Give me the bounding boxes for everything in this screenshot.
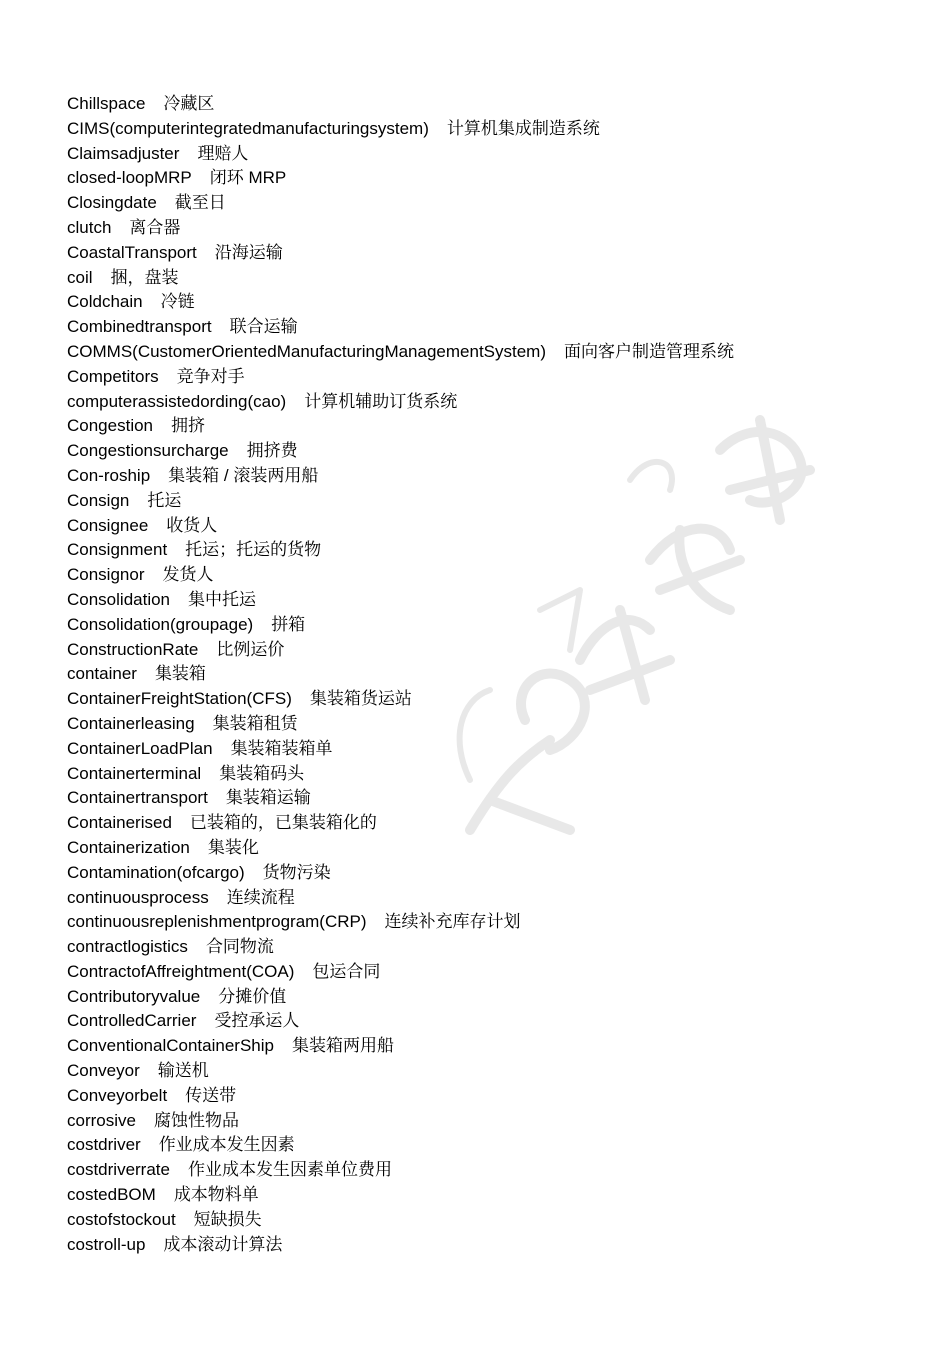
entry-definition: 集装箱两用船 — [291, 1036, 394, 1056]
entry-definition: 货物污染 — [262, 862, 331, 882]
entry-term: continuousprocess — [67, 887, 209, 907]
entry-term: costdriver — [67, 1135, 141, 1155]
entry-definition: 集装箱 — [154, 664, 206, 684]
entry-term: Conveyorbelt — [67, 1085, 168, 1105]
entry-term: Conveyor — [67, 1061, 140, 1081]
entry-term: Consignee — [67, 515, 149, 535]
entry-term: Consign — [67, 490, 130, 510]
glossary-entry — [67, 910, 734, 935]
glossary-entry — [67, 514, 734, 539]
entry-definition: 联合运输 — [229, 317, 298, 337]
entry-definition: 腐蚀性物品 — [153, 1110, 239, 1130]
entry-definition: 合同物流 — [205, 937, 274, 957]
glossary-entry — [67, 365, 734, 390]
entry-definition: 集装化 — [207, 837, 259, 857]
entry-definition: 集装箱码头 — [219, 763, 305, 783]
entry-definition: 集中托运 — [188, 589, 257, 609]
glossary-entry — [67, 985, 734, 1010]
glossary-entry — [67, 786, 734, 811]
entry-term: ContainerFreightStation(CFS) — [67, 689, 292, 709]
glossary-entry — [67, 588, 734, 613]
glossary-entry — [67, 662, 734, 687]
glossary-entry — [67, 538, 734, 563]
glossary-entry — [67, 638, 734, 663]
entry-term: Closingdate — [67, 193, 157, 213]
entry-definition: 传送带 — [185, 1085, 237, 1105]
entry-definition: 连续流程 — [226, 887, 295, 907]
entry-definition: 冷链 — [160, 292, 195, 312]
glossary-entry — [67, 762, 734, 787]
entry-term: Con-roship — [67, 465, 151, 485]
glossary-entry — [67, 1183, 734, 1208]
glossary-entry — [67, 737, 734, 762]
entry-term: corrosive — [67, 1110, 136, 1130]
entry-definition: 已装箱的，已集装箱化的 — [189, 813, 377, 833]
entry-definition: 集装箱装箱单 — [230, 738, 333, 758]
entry-definition: 面向客户制造管理系统 — [564, 341, 735, 361]
glossary-entry — [67, 166, 734, 191]
entry-term: Containerleasing — [67, 713, 195, 733]
entry-term: Consolidation(groupage) — [67, 614, 254, 634]
entry-definition: 计算机集成制造系统 — [446, 118, 600, 138]
entry-term: Containerterminal — [67, 763, 202, 783]
glossary-entry — [67, 191, 734, 216]
glossary-entry — [67, 613, 734, 638]
entry-definition: 连续补充库存计划 — [384, 912, 521, 932]
entry-term: ContractofAffreightment(COA) — [67, 961, 295, 981]
entry-term: container — [67, 664, 137, 684]
entry-definition: 闭环 MRP — [209, 168, 287, 188]
entry-definition: 托运；托运的货物 — [185, 540, 322, 560]
entry-definition: 拥挤费 — [246, 441, 298, 461]
glossary-list — [67, 92, 734, 1257]
entry-term: Competitors — [67, 366, 159, 386]
entry-term: costofstockout — [67, 1209, 176, 1229]
entry-definition: 集装箱租赁 — [212, 713, 298, 733]
glossary-entry — [67, 811, 734, 836]
entry-definition: 比例运价 — [216, 639, 285, 659]
entry-term: Containerization — [67, 837, 190, 857]
entry-term: COMMS(CustomerOrientedManufacturingManagementSystem) — [67, 341, 547, 361]
entry-term: Contributoryvalue — [67, 986, 201, 1006]
entry-term: CoastalTransport — [67, 242, 197, 262]
glossary-entry — [67, 836, 734, 861]
entry-definition: 包运合同 — [312, 961, 381, 981]
entry-term: Consolidation — [67, 589, 171, 609]
glossary-entry — [67, 563, 734, 588]
entry-definition: 作业成本发生因素单位费用 — [187, 1160, 392, 1180]
entry-definition: 集装箱货运站 — [309, 689, 412, 709]
entry-term: Chillspace — [67, 94, 146, 113]
glossary-entry — [67, 489, 734, 514]
entry-term: Contamination(ofcargo) — [67, 862, 245, 882]
entry-definition: 短缺损失 — [193, 1209, 262, 1229]
entry-definition: 竞争对手 — [176, 366, 245, 386]
entry-term: costdriverrate — [67, 1160, 170, 1180]
entry-definition: 计算机辅助订货系统 — [304, 391, 458, 411]
entry-definition: 输送机 — [157, 1061, 209, 1081]
entry-definition: 受控承运人 — [214, 1011, 300, 1031]
entry-term: contractlogistics — [67, 937, 188, 957]
entry-definition: 作业成本发生因素 — [158, 1135, 295, 1155]
glossary-entry — [67, 960, 734, 985]
glossary-entry — [67, 1233, 734, 1258]
glossary-entry — [67, 712, 734, 737]
glossary-entry — [67, 1084, 734, 1109]
glossary-entry — [67, 315, 734, 340]
entry-definition: 分摊价值 — [218, 986, 287, 1006]
glossary-entry — [67, 935, 734, 960]
glossary-entry — [67, 290, 734, 315]
entry-definition: 截至日 — [174, 193, 226, 213]
entry-definition: 拥挤 — [171, 416, 206, 436]
entry-term: Claimsadjuster — [67, 143, 180, 163]
glossary-entry — [67, 117, 734, 142]
glossary-entry — [67, 1133, 734, 1158]
entry-term: continuousreplenishmentprogram(CRP) — [67, 912, 367, 932]
entry-term: ConstructionRate — [67, 639, 199, 659]
glossary-entry — [67, 414, 734, 439]
glossary-entry — [67, 464, 734, 489]
entry-term: Containerised — [67, 813, 172, 833]
glossary-entry — [67, 1109, 734, 1134]
glossary-entry — [67, 1009, 734, 1034]
entry-term: Coldchain — [67, 292, 143, 312]
entry-definition: 沿海运输 — [214, 242, 283, 262]
glossary-entry — [67, 861, 734, 886]
glossary-entry — [67, 241, 734, 266]
entry-definition: 离合器 — [129, 217, 181, 237]
glossary-entry — [67, 390, 734, 415]
entry-term: Consignment — [67, 540, 168, 560]
entry-term: coil — [67, 267, 93, 287]
glossary-entry — [67, 92, 734, 117]
entry-term: Combinedtransport — [67, 317, 212, 337]
entry-term: costroll-up — [67, 1234, 146, 1254]
entry-term: Containertransport — [67, 788, 208, 808]
entry-definition: 捆，盘装 — [110, 267, 179, 287]
entry-term: ContainerLoadPlan — [67, 738, 213, 758]
glossary-entry — [67, 886, 734, 911]
entry-definition: 理赔人 — [197, 143, 249, 163]
entry-definition: 拼箱 — [271, 614, 306, 634]
entry-term: Consignor — [67, 565, 145, 585]
glossary-entry — [67, 266, 734, 291]
entry-term: closed-loopMRP — [67, 168, 192, 188]
glossary-entry — [67, 340, 734, 365]
entry-term: CIMS(computerintegratedmanufacturingsystem) — [67, 118, 429, 138]
entry-definition: 托运 — [147, 490, 182, 510]
entry-term: ControlledCarrier — [67, 1011, 197, 1031]
entry-definition: 发货人 — [162, 565, 214, 585]
entry-definition: 成本物料单 — [173, 1185, 259, 1205]
entry-term: Congestionsurcharge — [67, 441, 229, 461]
entry-term: costedBOM — [67, 1185, 156, 1205]
entry-definition: 集装箱运输 — [225, 788, 311, 808]
entry-definition: 集装箱 / 滚装两用船 — [168, 465, 319, 485]
glossary-entry — [67, 1208, 734, 1233]
entry-term: computerassistedording(cao) — [67, 391, 287, 411]
glossary-entry — [67, 216, 734, 241]
entry-definition: 成本滚动计算法 — [163, 1234, 283, 1254]
glossary-entry — [67, 1158, 734, 1183]
entry-term: ConventionalContainerShip — [67, 1036, 274, 1056]
entry-definition: 收货人 — [166, 515, 218, 535]
glossary-entry — [67, 1034, 734, 1059]
glossary-entry — [67, 142, 734, 167]
entry-term: clutch — [67, 217, 112, 237]
entry-definition: 冷藏区 — [163, 94, 215, 113]
entry-term: Congestion — [67, 416, 154, 436]
glossary-entry — [67, 1059, 734, 1084]
glossary-entry — [67, 439, 734, 464]
glossary-entry — [67, 687, 734, 712]
